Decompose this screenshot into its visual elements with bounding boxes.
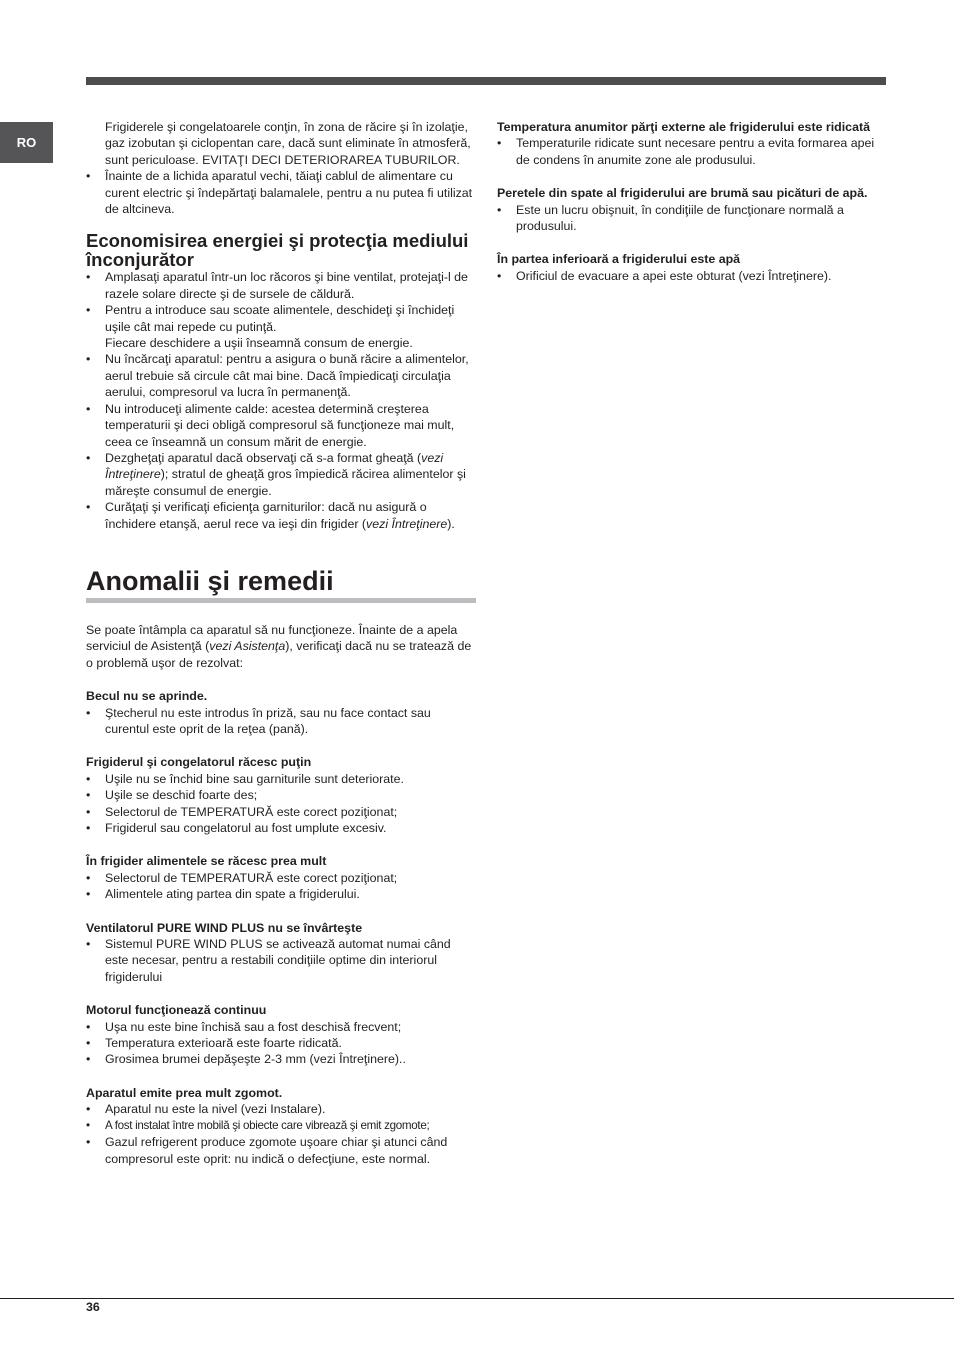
list-item: • Selectorul de TEMPERATURĂ este corect poziţionat; [86,870,476,886]
list-item: • Grosimea brumei depăşeşte 2-3 mm (vezi Întreţinere).. [86,1051,476,1067]
intro-text: Se poate întâmpla ca aparatul să nu funcţioneze. Înainte de a apela serviciul de Asistenţă ( [86,622,458,654]
list-item: • Este un lucru obişnuit, în condiţiile de funcţionare normală a produsului. [497,202,887,235]
section-list [86,936,476,985]
list-item [86,499,476,532]
page-number: 36 [86,1300,100,1314]
list-item: • Uşile nu se închid bine sau garniturile sunt deteriorate. [86,771,476,787]
section-title: Ventilatorul PURE WIND PLUS nu se învârteşte [86,920,363,935]
list-item: • Amplasaţi aparatul într-un loc răcoros şi bine ventilat, protejaţi-l de razele solare directe şi de sursele de căldură. [86,269,476,302]
right-column [497,119,887,284]
top-rule [86,77,886,85]
list-item: • Alimentele ating partea din spate a frigiderului. [86,886,476,902]
section-title: Motorul funcţionează continuu [86,1003,267,1018]
intro-text: ), verificaţi dacă nu se tratează de o problemă uşor de rezolvat: [86,639,472,670]
section-list [497,135,887,168]
section-title: Becul nu se aprinde. [86,689,208,704]
section-list [497,202,887,235]
list-item-text: ). [447,516,455,531]
left-column [86,119,476,1167]
section-title: Peretele din spate al frigiderului are brumă sau picături de apă. [497,186,868,201]
list-item-text: Dezgheţaţi aparatul dacă observaţi că s-a format gheaţă ( [105,450,422,465]
section-list [86,1101,476,1167]
list-item-text: ); stratul de gheaţă gros împiedică răcirea alimentelor şi măreşte consumul de energie. [105,467,466,498]
list-item: • Temperaturile ridicate sunt necesare pentru a evita formarea apei de condens în anumite zone ale produsului. [497,135,887,168]
footer-rule [0,1298,954,1299]
cross-reference: vezi Întreţinere [366,516,448,531]
list-item: • Înainte de a lichida aparatul vechi, tăiaţi cablul de alimentare cu curent electric şi îndepărtaţi balamalele, pentru a nu putea fi utilizat de altcineva. [86,168,476,217]
list-item: • Nu introduceţi alimente calde: acestea determină creşterea temperaturii şi deci obligă compresorul să funcţioneze mai mult, ceea ce înseamnă un consum mărit de energie. [86,401,476,450]
cross-reference: vezi Asistenţa [209,639,286,654]
title-underline [86,598,476,603]
section-title: În partea inferioară a frigiderului este apă [497,252,741,267]
section-list [86,870,476,903]
list-item: • Selectorul de TEMPERATURĂ este corect poziţionat; [86,804,476,820]
list-item [86,302,476,351]
section-title: În frigider alimentele se răcesc prea mult [86,854,327,869]
anomalies-title: Anomalii şi remedii [86,565,334,596]
cross-reference: vezi Întreţinere [105,450,444,482]
section-list [86,771,476,837]
list-item: • Aparatul nu este la nivel (vezi Instalare). [86,1101,476,1117]
section-list [497,268,887,284]
section-list [86,1019,476,1068]
list-item: • Sistemul PURE WIND PLUS se activează automat numai când este necesar, pentru a restabili condiţiile optime din interiorul frigiderului [86,936,476,985]
intro-list [86,168,476,217]
list-item: • Uşile se deschid foarte des; [86,787,476,803]
section-title: Frigiderul şi congelatorul răcesc puţin [86,755,312,770]
section-title: Temperatura anumitor părţi externe ale frigiderului este ridicată [497,120,870,134]
list-item: • Uşa nu este bine închisă sau a fost deschisă frecvent; [86,1019,476,1035]
energy-heading: Economisirea energiei şi protecţia mediului înconjurător [86,230,469,271]
section-list [86,705,476,738]
list-item: • Temperatura exterioară este foarte ridicată. [86,1035,476,1051]
list-item: • Orificiul de evacuare a apei este obturat (vezi Întreţinere). [497,268,887,284]
list-item: • Frigiderul sau congelatorul au fost umplute excesiv. [86,820,476,836]
energy-list [86,269,476,532]
list-item: • Nu încărcaţi aparatul: pentru a asigura o bună răcire a alimentelor, aerul trebuie să circule cât mai bine. Dacă împiedicaţi circulaţia aerului, compresorul va lucra în permanenţă. [86,351,476,400]
anomalies-intro [86,622,476,671]
list-item: • Gazul refrigerent produce zgomote uşoare chiar şi atunci când compresorul este oprit: nu indică o defecţiune, este normal. [86,1134,476,1167]
list-item: • Ştecherul nu este introdus în priză, sau nu face contact sau curentul este oprit de la reţea (pană). [86,705,476,738]
intro-paragraph: Frigiderele şi congelatoarele conţin, în zona de răcire şi în izolaţie, gaz izobutan şi ciclopentan care, dacă sunt eliminate în atmosferă, sunt periculoase. EVITAŢI DECI DETERIORAREA TUBURILOR. [105,120,471,167]
list-item-text: Pentru a introduce sau scoate alimentele, deschideţi şi închideţi uşile cât mai repede cu putinţă. [105,303,455,334]
list-item-text: Curăţaţi şi verificaţi eficienţa garniturilor: dacă nu asigură o închidere etanşă, aerul rece va ieşi din frigider ( [105,500,427,531]
list-item: • A fost instalat între mobilă şi obiecte care vibrează şi emit zgomote; [86,1118,476,1134]
list-item-extra: Fiecare deschidere a uşii înseamnă consum de energie. [105,336,413,351]
section-title: Aparatul emite prea mult zgomot. [86,1085,283,1100]
language-tab: RO [0,122,53,163]
list-item [86,450,476,499]
